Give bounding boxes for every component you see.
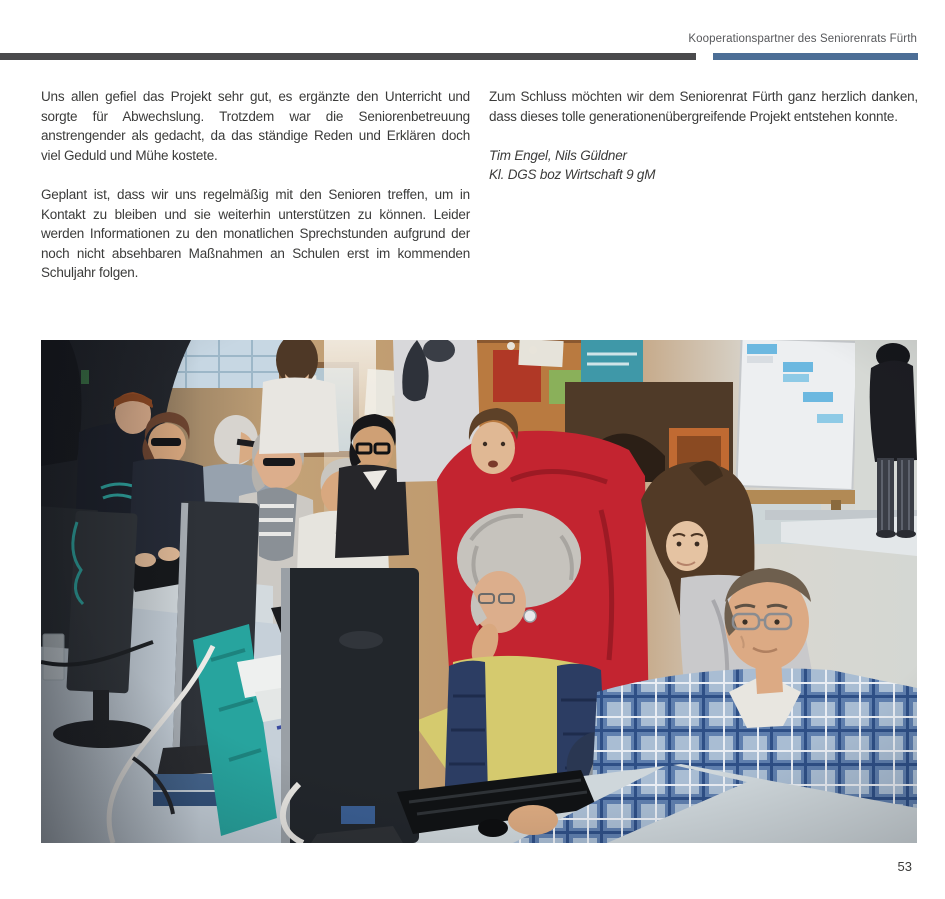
- byline-authors: Tim Engel, Nils Güldner: [489, 147, 627, 163]
- paragraph: Geplant ist, dass wir uns regelmäßig mit den Senioren treffen, um in Kontakt zu bleiben und sie weiterhin unterstützen zu können. Leider werden Informationen zu den monatlichen Sprechstunden aufgrund der noch nicht absehbaren Maßnahmen an Schulen erst im kommenden Schuljahr folgen.: [41, 186, 470, 281]
- running-head: Kooperationspartner des Seniorenrats Fürth: [688, 33, 917, 45]
- paragraph: Zum Schluss möchten wir dem Seniorenrat Fürth ganz herzlich danken, dass dieses tolle generationenübergreifende Projekt entstehen konnte.: [489, 89, 918, 124]
- byline: [489, 146, 918, 185]
- paragraph: Uns allen gefiel das Projekt sehr gut, es ergänzte den Unterricht und sorgte für Abwechslung. Trotzdem war die Seniorenbetreuung anstrengender als gedacht, da das ständige Reden und Erklären doch viel Geduld und Mühe kostete.: [41, 89, 470, 163]
- header-rule-dark: [0, 53, 696, 60]
- article-column-left: [41, 87, 470, 283]
- page-number: 53: [897, 859, 912, 874]
- classroom-photo: [41, 340, 917, 843]
- article-body: [41, 87, 918, 283]
- header-rule-blue: [713, 53, 918, 60]
- photo-vignette: [41, 340, 917, 843]
- article-column-right: [489, 87, 918, 283]
- classroom-photo-illustration: [41, 340, 917, 843]
- byline-class: Kl. DGS boz Wirtschaft 9 gM: [489, 167, 656, 183]
